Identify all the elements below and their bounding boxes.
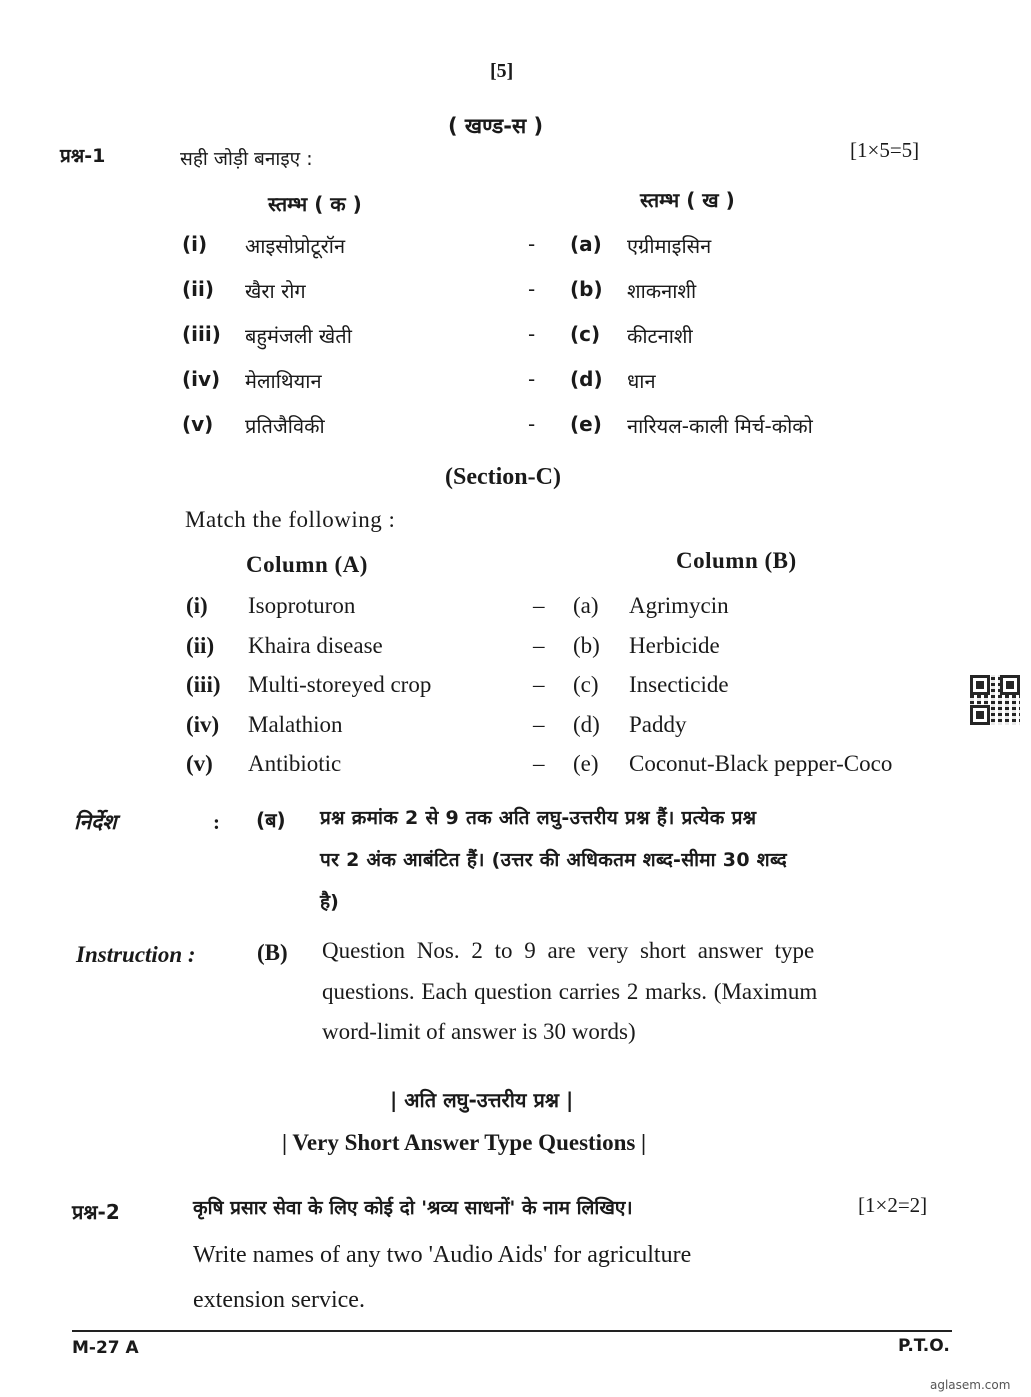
- instruction-label-hindi: निर्देश: [74, 810, 117, 834]
- instruction-hindi-line-3: है): [320, 891, 339, 913]
- q1-marks: [1×5=5]: [850, 138, 920, 162]
- match-row: [0, 232, 1031, 272]
- row-letter: (d): [573, 711, 600, 737]
- section-title-english: (Section-C): [445, 464, 561, 490]
- q2-label-hindi: प्रश्न-2: [72, 1200, 120, 1224]
- vsa-heading-hindi: | अति लघु-उत्तरीय प्रश्न |: [390, 1088, 574, 1112]
- column-b-item: कीटनाशी: [627, 324, 693, 348]
- paper-code: M-27 A: [72, 1338, 139, 1358]
- page-number: [5]: [490, 60, 514, 82]
- match-row: [0, 412, 1031, 452]
- column-b-item: Agrimycin: [629, 593, 729, 618]
- column-b-item: नारियल-काली मिर्च-कोको: [627, 414, 813, 438]
- row-dash: -: [528, 412, 536, 436]
- instruction-marker-hindi: (ब): [256, 808, 286, 832]
- instruction-english-line-3: word-limit of answer is 30 words): [322, 1019, 636, 1044]
- row-number: (ii): [182, 277, 214, 301]
- match-row: [0, 751, 1031, 791]
- column-a-item: प्रतिजैविकी: [245, 414, 325, 438]
- row-letter: (b): [570, 277, 603, 301]
- instruction-english-line-2: questions. Each question carries 2 marks. (Maximum: [322, 979, 818, 1004]
- instruction-hindi-line-2: पर 2 अंक आबंटित हैं। (उत्तर की अधिकतम शब्द-सीमा 30 शब्द: [320, 849, 787, 871]
- row-letter: (a): [570, 232, 602, 256]
- q2-marks: [1×2=2]: [858, 1193, 928, 1217]
- instruction-hindi-line-1: प्रश्न क्रमांक 2 से 9 तक अति लघु-उत्तरीय प्रश्न हैं। प्रत्येक प्रश्न: [320, 807, 757, 829]
- row-letter: (b): [573, 632, 600, 658]
- column-b-item: Paddy: [629, 711, 687, 737]
- instruction-label-english: Instruction :: [76, 942, 196, 967]
- match-row: [0, 322, 1031, 362]
- row-dash: –: [533, 751, 545, 776]
- match-row: [0, 633, 1031, 673]
- q2-text-hindi: कृषि प्रसार सेवा के लिए कोई दो 'श्रव्य साधनों' के नाम लिखिए।: [193, 1197, 633, 1219]
- watermark-text: aglasem.com: [930, 1378, 1011, 1392]
- instruction-colon: :: [213, 810, 220, 834]
- row-dash: -: [528, 232, 536, 256]
- match-row: [0, 593, 1031, 633]
- match-row: [0, 672, 1031, 712]
- column-b-heading-hindi: स्तम्भ ( ख ): [640, 188, 735, 212]
- row-dash: -: [528, 322, 536, 346]
- row-letter: (e): [573, 751, 599, 776]
- column-a-item: Antibiotic: [248, 751, 342, 776]
- footer-divider: [72, 1330, 952, 1332]
- row-dash: –: [533, 711, 545, 737]
- q1-instruction-hindi: सही जोड़ी बनाइए :: [180, 148, 313, 170]
- row-letter: (d): [570, 367, 603, 391]
- row-letter: (a): [573, 593, 599, 618]
- q2-text-english-line-2: extension service.: [193, 1287, 365, 1313]
- column-a-item: Malathion: [248, 711, 343, 737]
- instruction-english-line-1: Question Nos. 2 to 9 are very short answer type: [322, 938, 815, 963]
- column-b-item: Herbicide: [629, 632, 720, 658]
- match-row: [0, 712, 1031, 752]
- column-b-item: Coconut-Black pepper-Coco: [629, 751, 893, 776]
- match-row: [0, 367, 1031, 407]
- row-number: (iii): [182, 322, 221, 346]
- column-a-heading-english: Column (A): [246, 552, 368, 577]
- row-dash: –: [533, 672, 545, 697]
- q2-text-english-line-1: Write names of any two 'Audio Aids' for agriculture: [193, 1242, 692, 1268]
- row-number: (iii): [186, 672, 221, 697]
- column-a-item: खैरा रोग: [245, 279, 306, 303]
- page-turn-note: P.T.O.: [898, 1336, 950, 1356]
- row-number: (iv): [186, 711, 220, 737]
- row-number: (v): [182, 412, 214, 436]
- row-dash: -: [528, 277, 536, 301]
- column-a-item: Multi-storeyed crop: [248, 672, 432, 697]
- q1-label-hindi: प्रश्न-1: [60, 145, 106, 167]
- qr-code-image: [970, 675, 1020, 725]
- column-b-item: धान: [627, 369, 656, 393]
- column-a-item: Isoproturon: [248, 593, 356, 618]
- column-a-item: Khaira disease: [248, 632, 383, 658]
- q1-instruction-english: Match the following :: [185, 507, 396, 532]
- row-number: (i): [182, 232, 208, 256]
- column-a-heading-hindi: स्तम्भ ( क ): [268, 192, 362, 216]
- column-b-item: शाकनाशी: [627, 279, 697, 303]
- row-dash: –: [533, 593, 545, 618]
- row-letter: (c): [570, 322, 601, 346]
- column-b-item: Insecticide: [629, 672, 729, 697]
- row-number: (v): [186, 751, 213, 776]
- column-a-item: मेलाथियान: [245, 369, 322, 393]
- column-a-item: बहुमंजली खेती: [245, 324, 352, 348]
- match-row: [0, 277, 1031, 317]
- column-b-heading-english: Column (B): [676, 548, 797, 573]
- row-number: (ii): [186, 632, 215, 658]
- row-dash: –: [533, 632, 545, 658]
- row-letter: (e): [570, 412, 602, 436]
- column-a-item: आइसोप्रोटूरॉन: [245, 234, 346, 258]
- instruction-marker-english: (B): [257, 940, 288, 965]
- section-title-hindi: ( खण्ड-स ): [448, 114, 544, 138]
- row-letter: (c): [573, 672, 599, 697]
- vsa-heading-english: | Very Short Answer Type Questions |: [282, 1130, 647, 1155]
- row-dash: -: [528, 367, 536, 391]
- row-number: (i): [186, 593, 208, 618]
- row-number: (iv): [182, 367, 221, 391]
- column-b-item: एग्रीमाइसिन: [627, 234, 712, 258]
